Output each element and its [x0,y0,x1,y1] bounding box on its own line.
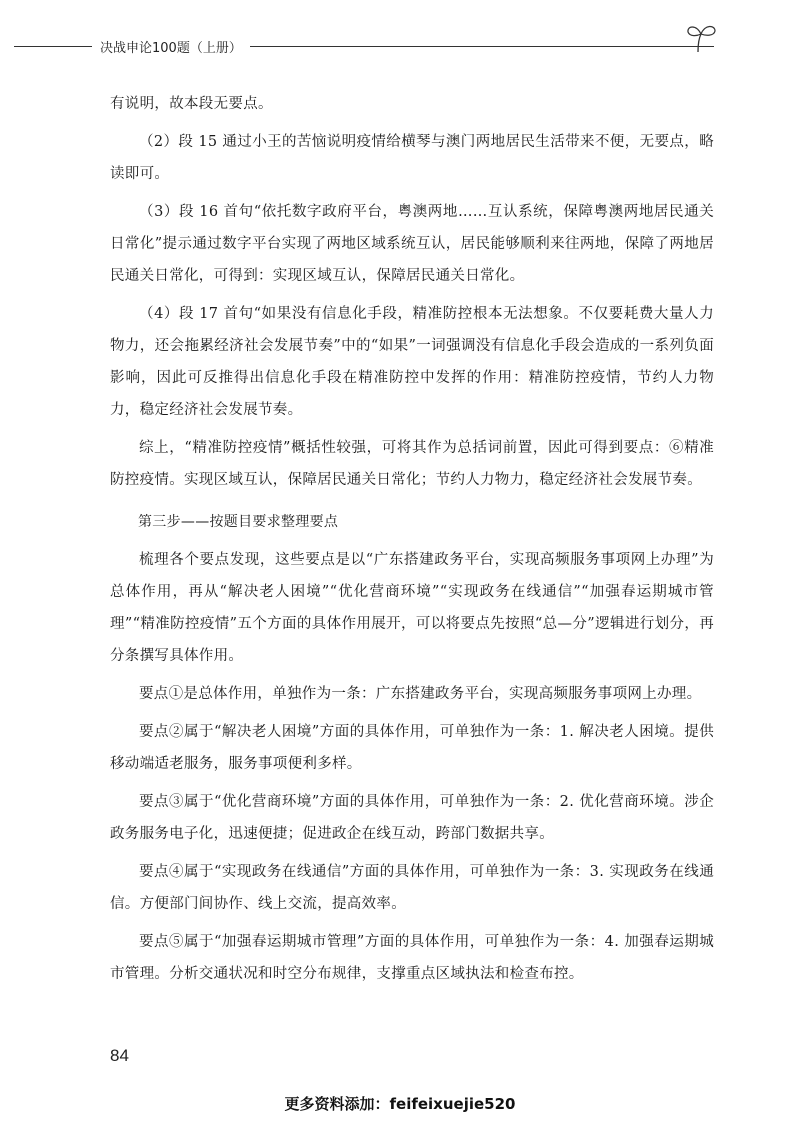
paragraph: 有说明，故本段无要点。 [110,96,273,112]
page-number: 84 [110,1046,129,1065]
footer-note: 更多资料添加：feifeixuejie520 [284,1095,516,1113]
page-body [110,88,714,990]
paragraph: 要点③属于“优化营商环境”方面的具体作用，可单独作为一条：2. 优化营商环境。涉企政务服务电子化，迅速便捷；促进政企在线互动，跨部门数据共享。 [110,794,714,842]
paragraph: 综上，“精准防控疫情”概括性较强，可将其作为总括词前置，因此可得到要点：⑥精准防控疫情。实现区域互认，保障居民通关日常化；节约人力物力，稳定经济社会发展节奏。 [110,440,714,488]
running-header [14,34,714,58]
paragraph: 梳理各个要点发现，这些要点是以“广东搭建政务平台，实现高频服务事项网上办理”为总体作用，再从“解决老人困境”“优化营商环境”“实现政务在线通信”“加强春运期城市管理”“精准防控疫情”五个方面的具体作用展开，可以将要点先按照“总—分”逻辑进行划分，再分条撰写具体作用。 [110,552,714,664]
header-rule-right [250,46,714,47]
paragraph: 要点④属于“实现政务在线通信”方面的具体作用，可单独作为一条：3. 实现政务在线通信。方便部门间协作、线上交流，提高效率。 [110,864,714,912]
header-rule-left [14,46,92,47]
paragraph: （3）段 16 首句“依托数字政府平台，粤澳两地……互认系统，保障粤澳两地居民通关日常化”提示通过数字平台实现了两地区域系统互认，居民能够顺利来往两地，保障了两地居民通关日常化，可得到：实现区域互认，保障居民通关日常化。 [110,204,714,284]
paragraph: 要点②属于“解决老人困境”方面的具体作用，可单独作为一条：1. 解决老人困境。提供移动端适老服务，服务事项便利多样。 [110,724,714,772]
paragraph: 要点①是总体作用，单独作为一条：广东搭建政务平台，实现高频服务事项网上办理。 [139,686,702,702]
paragraph: 要点⑤属于“加强春运期城市管理”方面的具体作用，可单独作为一条：4. 加强春运期城市管理。分析交通状况和时空分布规律，支撑重点区域执法和检查布控。 [110,934,714,982]
section-subheading: 第三步——按题目要求整理要点 [138,514,339,530]
paragraph: （2）段 15 通过小王的苦恼说明疫情给横琴与澳门两地居民生活带来不便，无要点，略读即可。 [110,134,714,182]
sprout-icon [684,22,718,54]
paragraph: （4）段 17 首句“如果没有信息化手段，精准防控根本无法想象。不仅要耗费大量人力物力，还会拖累经济社会发展节奏”中的“如果”一词强调没有信息化手段会造成的一系列负面影响，因此可反推得出信息化手段在精准防控中发挥的作用：精准防控疫情，节约人力物力，稳定经济社会发展节奏。 [110,306,714,418]
book-title: 决战申论100题（上册） [100,40,242,56]
